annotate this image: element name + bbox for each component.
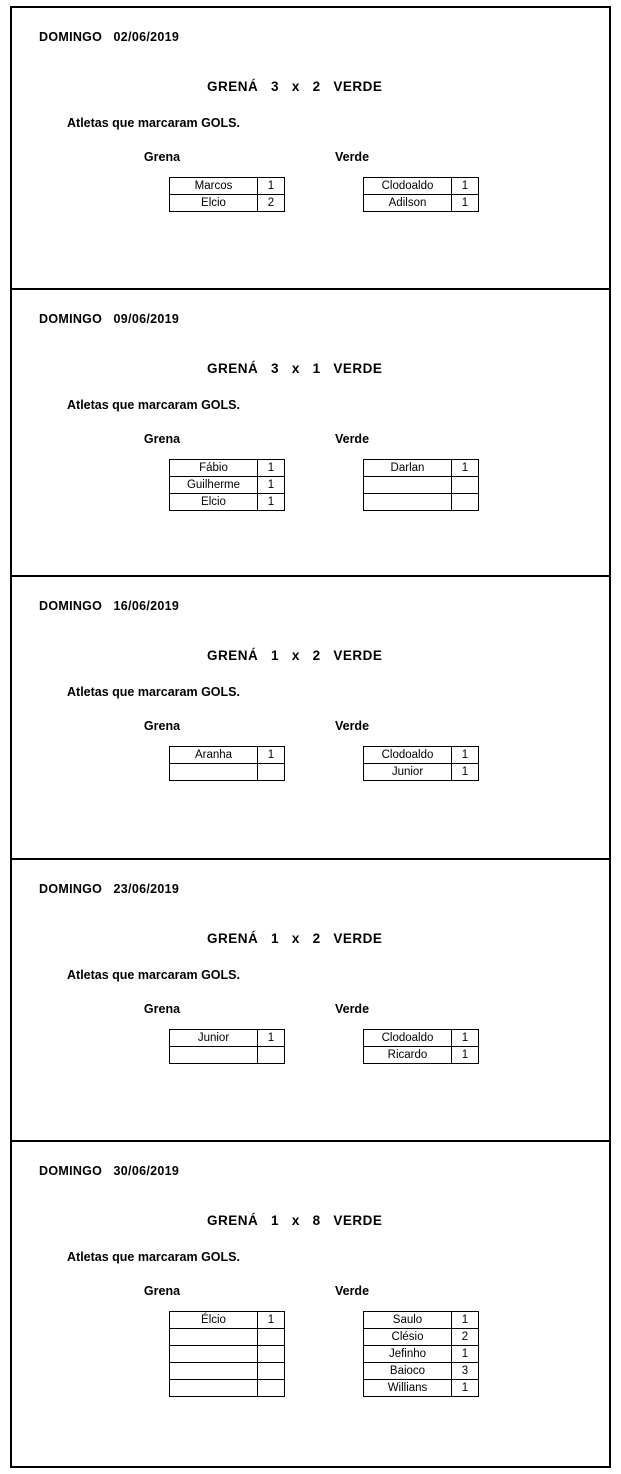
table-row <box>364 1328 479 1345</box>
scorer-name <box>170 1345 258 1362</box>
team-header-left: Grena <box>143 432 181 447</box>
team-header-left: Grena <box>143 1001 181 1016</box>
scorer-name: Adilson <box>364 195 452 212</box>
scorer-goals: 2 <box>258 195 285 212</box>
score-home-goals: 1 <box>271 648 280 664</box>
scorer-name: Clodoaldo <box>364 1029 452 1046</box>
scorer-name <box>364 494 452 511</box>
scorer-goals <box>258 1362 285 1379</box>
scorer-goals: 3 <box>452 1362 479 1379</box>
match-date-line <box>39 860 609 896</box>
score-away-goals: 2 <box>312 930 321 946</box>
scorer-name: Elcio <box>170 195 258 212</box>
scorer-goals: 1 <box>452 195 479 212</box>
scorer-table-left <box>169 459 285 511</box>
table-row <box>364 1345 479 1362</box>
scorer-name: Saulo <box>364 1311 452 1328</box>
scorers-label: Atletas que marcaram GOLS. <box>67 398 240 413</box>
match-block <box>12 290 609 577</box>
scorer-name: Elcio <box>170 494 258 511</box>
scorer-goals: 1 <box>258 477 285 494</box>
table-row <box>364 494 479 511</box>
table-row <box>170 460 285 477</box>
score-away-goals: 1 <box>312 361 321 377</box>
score-away-goals: 2 <box>312 648 321 664</box>
scorer-tables <box>169 177 609 212</box>
match-score-line <box>207 79 609 94</box>
table-row <box>170 1311 285 1328</box>
scorers-label: Atletas que marcaram GOLS. <box>67 116 240 130</box>
table-row <box>364 1379 479 1396</box>
scorer-goals <box>258 1345 285 1362</box>
scorer-goals: 1 <box>258 747 285 764</box>
table-row <box>364 178 479 195</box>
scorers-label: Atletas que marcaram GOLS. <box>67 685 240 700</box>
scorer-name: Junior <box>364 764 452 781</box>
score-separator: x <box>291 648 300 664</box>
scorer-goals <box>258 1328 285 1345</box>
match-weekday: DOMINGO <box>39 881 103 896</box>
match-block <box>12 8 609 290</box>
match-block <box>12 1142 609 1466</box>
table-row <box>364 477 479 494</box>
score-away-team: VERDE <box>333 361 383 377</box>
score-away-team: VERDE <box>333 79 383 94</box>
score-home-goals: 3 <box>271 361 280 377</box>
scorer-goals: 1 <box>258 494 285 511</box>
table-row <box>170 1029 285 1046</box>
scorer-goals: 1 <box>452 1046 479 1063</box>
match-date-line <box>39 577 609 613</box>
scorer-name: Willians <box>364 1379 452 1396</box>
team-header-right: Verde <box>334 1001 370 1016</box>
match-date-line <box>39 8 609 44</box>
team-header-right: Verde <box>334 150 370 164</box>
scorer-goals <box>452 477 479 494</box>
table-row <box>170 1345 285 1362</box>
table-row <box>170 477 285 494</box>
table-row <box>170 747 285 764</box>
table-row <box>170 195 285 212</box>
scorer-goals <box>258 1046 285 1063</box>
team-headers <box>67 1284 609 1298</box>
score-away-team: VERDE <box>333 648 383 664</box>
match-score-line <box>207 361 609 376</box>
table-row <box>170 1379 285 1396</box>
table-row <box>170 494 285 511</box>
scorer-goals: 1 <box>452 1029 479 1046</box>
table-row <box>170 1362 285 1379</box>
scorer-goals: 1 <box>452 1311 479 1328</box>
score-home-team: GRENÁ <box>207 1212 259 1228</box>
team-headers <box>67 1002 609 1016</box>
scorer-name: Darlan <box>364 460 452 477</box>
table-row <box>170 1046 285 1063</box>
score-separator: x <box>291 79 300 94</box>
scorer-goals: 1 <box>258 1029 285 1046</box>
match-score-line <box>207 648 609 663</box>
table-row <box>364 764 479 781</box>
scorer-name: Fábio <box>170 460 258 477</box>
table-row <box>364 460 479 477</box>
scorer-table-left <box>169 746 285 781</box>
scorer-goals: 1 <box>258 1311 285 1328</box>
table-row <box>364 747 479 764</box>
team-header-right: Verde <box>334 432 370 447</box>
team-headers <box>67 150 609 164</box>
scorer-goals: 2 <box>452 1328 479 1345</box>
scorer-goals <box>258 1379 285 1396</box>
match-date-line <box>39 1142 609 1178</box>
scorer-goals: 1 <box>452 764 479 781</box>
score-home-team: GRENÁ <box>207 361 259 377</box>
scorer-table-right <box>363 746 479 781</box>
match-score-line <box>207 931 609 946</box>
match-weekday: DOMINGO <box>39 1163 103 1178</box>
table-row <box>170 178 285 195</box>
matches-sheet <box>10 6 611 1468</box>
table-row <box>364 1311 479 1328</box>
team-header-right: Verde <box>334 719 370 734</box>
score-home-goals: 3 <box>271 79 280 94</box>
match-block <box>12 577 609 859</box>
table-row <box>364 1029 479 1046</box>
scorer-name: Clésio <box>364 1328 452 1345</box>
scorer-goals: 1 <box>258 178 285 195</box>
match-date: 23/06/2019 <box>113 881 180 896</box>
scorer-name: Clodoaldo <box>364 747 452 764</box>
table-row <box>170 764 285 781</box>
table-row <box>364 195 479 212</box>
scorer-table-left <box>169 1029 285 1064</box>
score-away-goals: 8 <box>312 1212 321 1228</box>
scorer-goals <box>452 494 479 511</box>
match-score-line <box>207 1213 609 1228</box>
scorer-name: Guilherme <box>170 477 258 494</box>
score-home-team: GRENÁ <box>207 930 259 946</box>
scorer-name <box>170 1046 258 1063</box>
score-away-goals: 2 <box>312 79 321 94</box>
scorer-name: Élcio <box>170 1311 258 1328</box>
score-away-team: VERDE <box>333 930 383 946</box>
table-row <box>364 1046 479 1063</box>
scorer-goals: 1 <box>258 460 285 477</box>
match-date-line <box>39 290 609 326</box>
scorer-name <box>364 477 452 494</box>
team-header-left: Grena <box>143 1283 181 1298</box>
scorer-goals: 1 <box>452 460 479 477</box>
scorer-goals: 1 <box>452 178 479 195</box>
scorer-name: Junior <box>170 1029 258 1046</box>
scorer-tables <box>169 1029 609 1064</box>
score-home-goals: 1 <box>271 930 280 946</box>
scorer-tables <box>169 459 609 511</box>
match-date: 30/06/2019 <box>113 1163 180 1178</box>
scorer-tables <box>169 1311 609 1397</box>
scorer-name: Jefinho <box>364 1345 452 1362</box>
scorer-name: Marcos <box>170 178 258 195</box>
scorer-table-right <box>363 177 479 212</box>
match-block <box>12 860 609 1142</box>
scorers-label: Atletas que marcaram GOLS. <box>67 1249 240 1264</box>
score-separator: x <box>291 1212 300 1228</box>
team-headers <box>67 432 609 446</box>
score-home-team: GRENÁ <box>207 648 259 664</box>
scorer-goals: 1 <box>452 747 479 764</box>
score-away-team: VERDE <box>333 1212 383 1228</box>
scorers-label: Atletas que marcaram GOLS. <box>67 967 240 982</box>
table-row <box>364 1362 479 1379</box>
team-header-right: Verde <box>334 1283 370 1298</box>
scorer-table-right <box>363 1311 479 1397</box>
match-weekday: DOMINGO <box>39 312 103 327</box>
table-row <box>170 1328 285 1345</box>
scorer-name <box>170 1362 258 1379</box>
team-headers <box>67 719 609 733</box>
scorer-tables <box>169 746 609 781</box>
scorer-name: Clodoaldo <box>364 178 452 195</box>
match-weekday: DOMINGO <box>39 599 103 614</box>
match-date: 16/06/2019 <box>113 599 180 614</box>
match-weekday: DOMINGO <box>39 30 103 44</box>
scorer-goals: 1 <box>452 1345 479 1362</box>
match-date: 09/06/2019 <box>113 312 180 327</box>
scorer-goals: 1 <box>452 1379 479 1396</box>
scorer-name: Aranha <box>170 747 258 764</box>
scorer-name <box>170 1379 258 1396</box>
score-home-team: GRENÁ <box>207 79 259 94</box>
team-header-left: Grena <box>143 719 181 734</box>
score-separator: x <box>291 930 300 946</box>
scorer-name: Baioco <box>364 1362 452 1379</box>
score-separator: x <box>291 361 300 377</box>
scorer-name <box>170 1328 258 1345</box>
scorer-table-left <box>169 177 285 212</box>
match-date: 02/06/2019 <box>113 30 180 44</box>
scorer-goals <box>258 764 285 781</box>
scorer-name: Ricardo <box>364 1046 452 1063</box>
scorer-name <box>170 764 258 781</box>
scorer-table-right <box>363 1029 479 1064</box>
scorer-table-left <box>169 1311 285 1397</box>
score-home-goals: 1 <box>271 1212 280 1228</box>
scorer-table-right <box>363 459 479 511</box>
team-header-left: Grena <box>143 150 181 164</box>
